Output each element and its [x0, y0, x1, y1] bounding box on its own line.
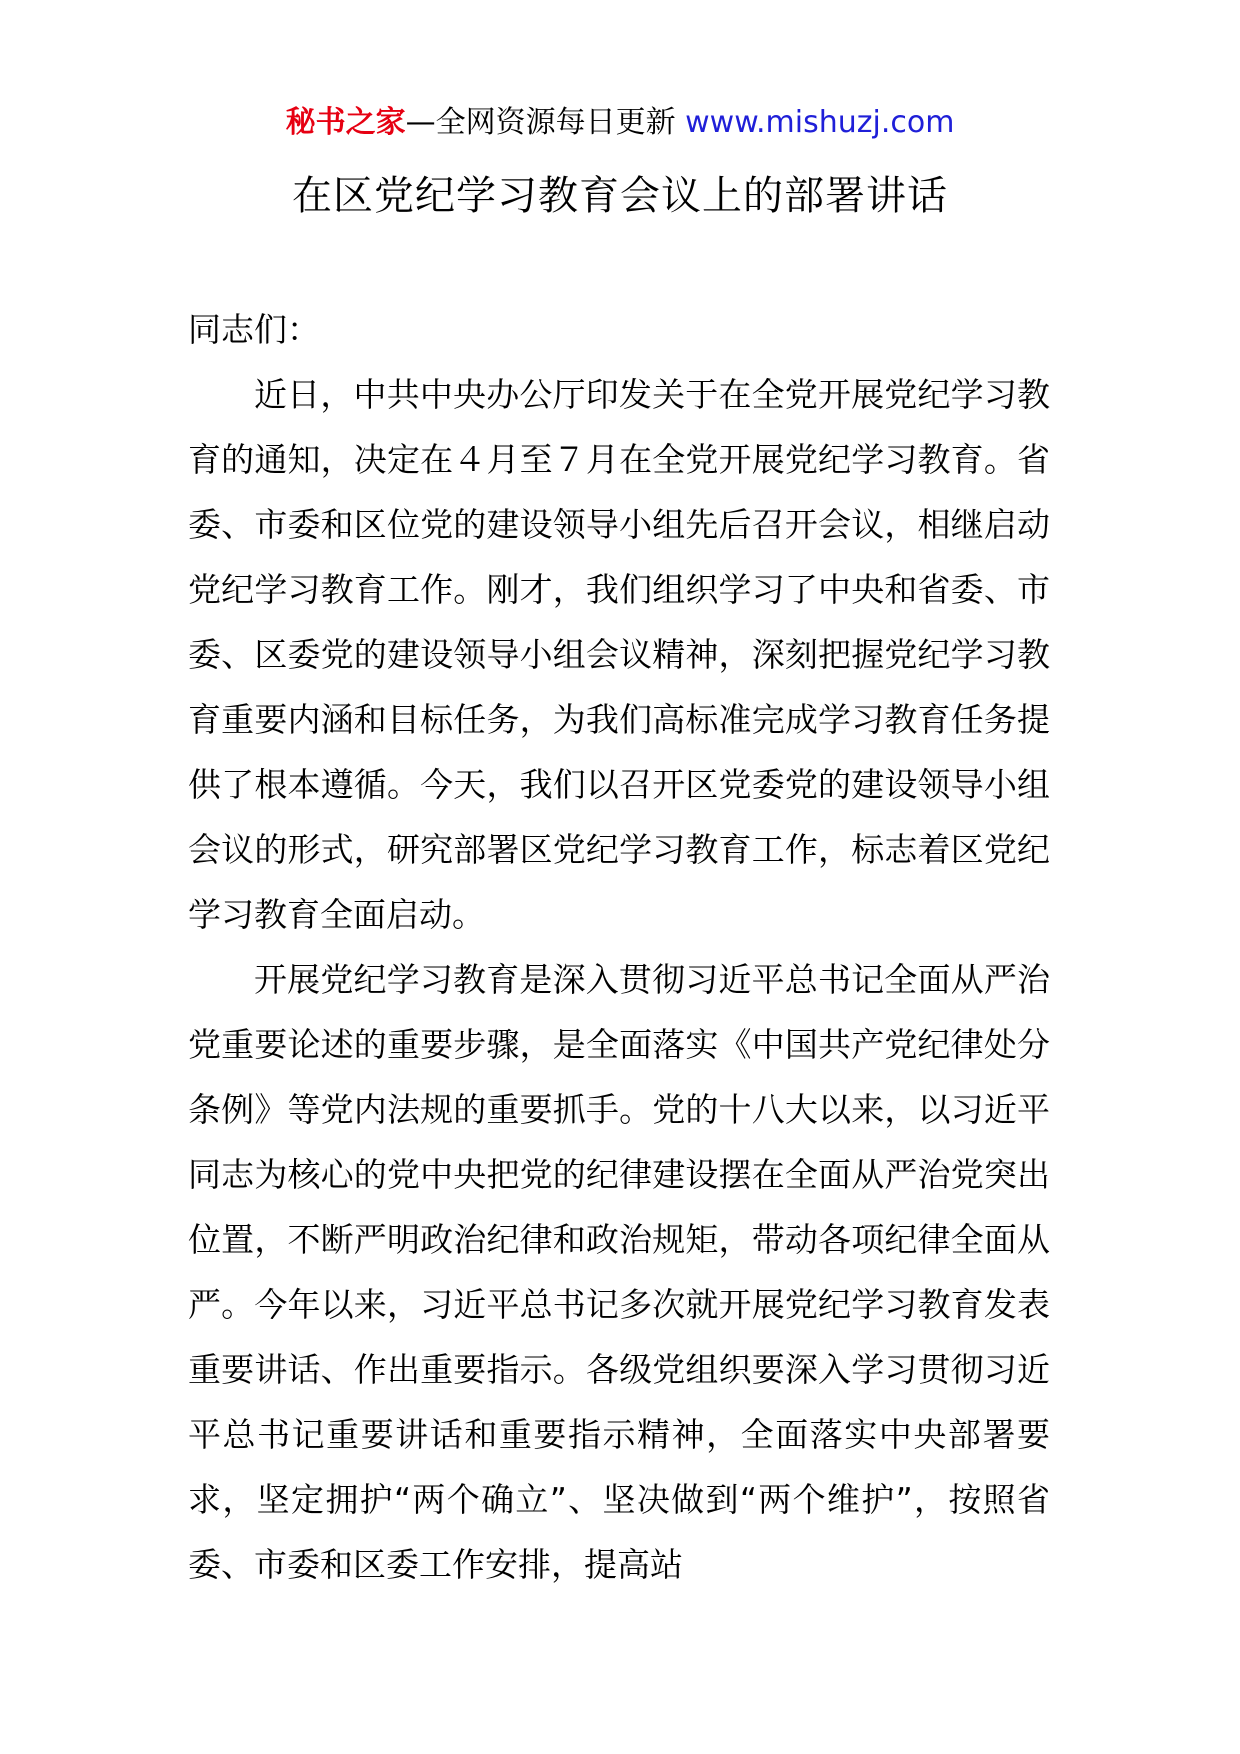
salutation: 同志们： — [188, 310, 320, 349]
site-url[interactable]: www.mishuzj.com — [685, 105, 955, 140]
document-body — [188, 297, 1050, 1597]
site-slogan: —全网资源每日更新 — [405, 105, 676, 140]
paragraph: 近日，中共中央办公厅印发关于在全党开展党纪学习教育的通知，决定在４月至７月在全党开展党纪学习教育。省委、市委和区位党的建设领导小组先后召开会议，相继启动党纪学习教育工作。刚才，我们组织学习了中央和省委、市委、区委党的建设领导小组会议精神，深刻把握党纪学习教育重要内涵和目标任务，为我们高标准完成学习教育任务提供了根本遵循。今天，我们以召开区党委党的建设领导小组会议的形式，研究部署区党纪学习教育工作，标志着区党纪学习教育全面启动。 — [188, 375, 1050, 934]
paragraph: 开展党纪学习教育是深入贯彻习近平总书记全面从严治党重要论述的重要步骤，是全面落实《中国共产党纪律处分条例》等党内法规的重要抓手。党的十八大以来，以习近平同志为核心的党中央把党的纪律建设摆在全面从严治党突出位置，不断严明政治纪律和政治规矩，带动各项纪律全面从严。今年以来，习近平总书记多次就开展党纪学习教育发表重要讲话、作出重要指示。各级党组织要深入学习贯彻习近平总书记重要讲话和重要指示精神，全面落实中央部署要求，坚定拥护“两个确立”、坚决做到“两个维护”，按照省委、市委和区委工作安排，提高站 — [188, 960, 1050, 1584]
document-title: 在区党纪学习教育会议上的部署讲话 — [292, 173, 948, 219]
site-brand: 秘书之家 — [285, 105, 406, 140]
site-header — [0, 100, 1240, 146]
